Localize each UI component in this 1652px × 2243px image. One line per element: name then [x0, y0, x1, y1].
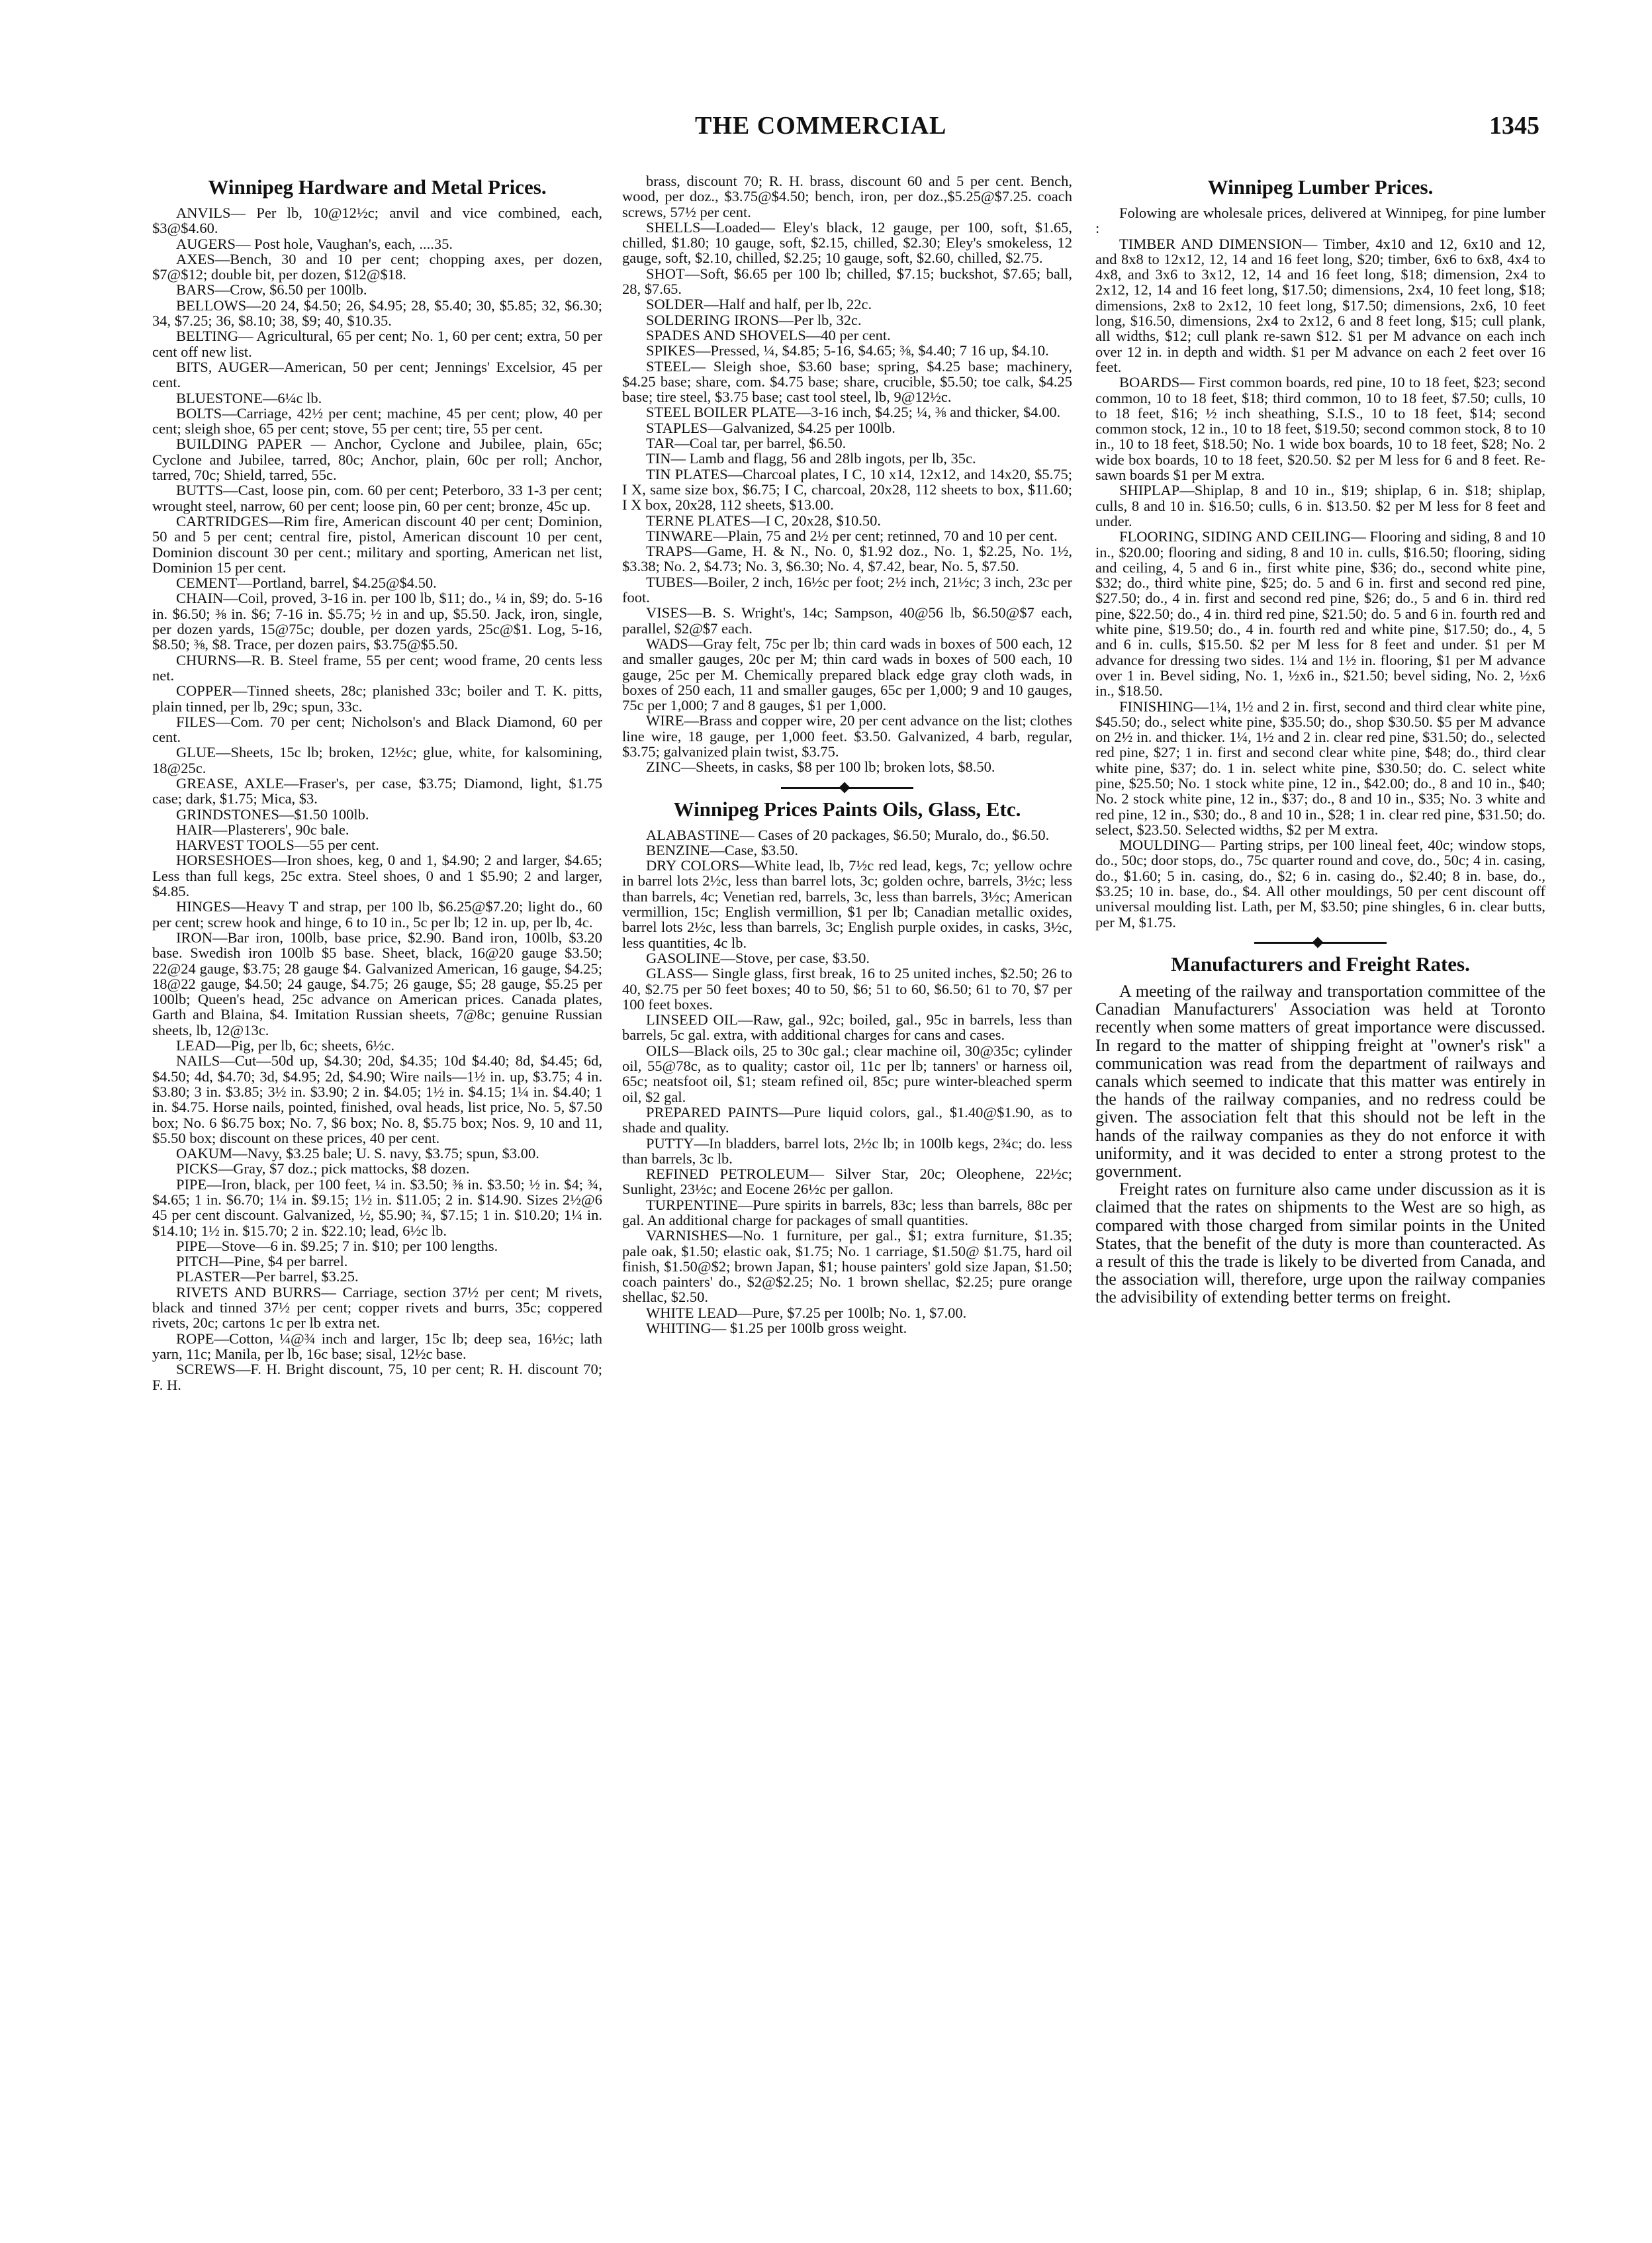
price-entry: WADS—Gray felt, 75c per lb; thin card wads in boxes of 500 each, 12 and smaller gauges, 20c per M; thin card wads in boxes of 500 each, 10 gauge, 25c per M. Chemically prepared black edge gray cloth wads, in boxes of 250 each, 11 and smaller gauges, 65c per 1,000; 9 and 10 gauges, 75c per 1,000; 7 and 8 gauges, $1 per 1,000. — [622, 635, 1072, 714]
price-entry: AUGERS— Post hole, Vaughan's, each, ....35. — [176, 235, 453, 252]
price-entry: BARS—Crow, $6.50 per 100lb. — [176, 281, 367, 298]
price-entry: AXES—Bench, 30 and 10 per cent; chopping axes, per dozen, $7@$12; double bit, per dozen, $12@$18. — [152, 250, 602, 283]
price-entry: HARVEST TOOLS—55 per cent. — [176, 837, 379, 854]
price-entry: GLASS— Single glass, first break, 16 to 25 united inches, $2.50; 26 to 40, $2.75 per 50 feet boxes; 40 to 50, $6; 51 to 60, $6.50; 61 to 70, $7 per 100 feet boxes. — [622, 965, 1072, 1013]
price-entry: HORSESHOES—Iron shoes, keg, 0 and 1, $4.90; 2 and larger, $4.65; Less than full kegs, 25c extra. Steel shoes, 0 and 1 $5.90; 2 and larger, $4.85. — [152, 852, 602, 900]
paints-price-list — [622, 827, 1072, 1336]
price-entry: BOARDS— First common boards, red pine, 10 to 18 feet, $23; second common, 10 to 18 feet, $18; third common, 10 to 18 feet, $7.50; culls, 10 to 18 feet, $16; ½ inch sheathing, S.I.S., 10 to 18 feet, $14; second common stock, 12 in., 10 to 18 feet, $19.50; second common stock, 8 to 10 in., 10 to 18 feet, $18.50; No. 1 wide box boards, 10 to 18 feet, $28; No. 2 wide box boards, 10 to 18 feet, $20.50. $2 per M less for 6 and 8 feet. Re-sawn boards $1 per M extra. — [1095, 374, 1545, 484]
price-entry: ROPE—Cotton, ¼@¾ inch and larger, 15c lb; deep sea, 16½c; lath yarn, 11c; Manila, per lb, 16c base; sisal, 12½c base. — [152, 1330, 602, 1362]
price-entry: brass, discount 70; R. H. brass, discount 60 and 5 per cent. Bench, wood, per doz., $3.75@$4.50; bench, iron, per doz.,$5.25@$7.25. coach screws, 57½ per cent. — [622, 173, 1072, 220]
price-entry: FLOORING, SIDING AND CEILING— Flooring and siding, 8 and 10 in., $20.00; flooring and siding, 8 and 10 in. culls, $16.50; flooring, siding and ceiling, 4, 5 and 6 in., first white pine, $36; do., second white pine, $32; do., third white pine, $25; do. 5 and 6 in. first and second red pine, $27.50; do., 4 in. first and second red pine, $26; do., 5 and 6 in. third red pine, $22.50; do., 4 in. third red pine, $21.50; do. 5 and 6 in. fourth red and white pine, $19.50; do., 4 in. fourth red and white pine, $17.50; do., 4, 5 and 6 in. culls, $15.50. $2 per M less for 8 feet and under. $1 per M advance for dressing two sides. 1¼ and 1½ in. flooring, $1 per M advance over 1 in. Bevel siding, No. 1, ½x6 in., $21.50; bevel siding, No. 2, ½x6 in., $18.50. — [1095, 528, 1545, 700]
section-divider — [1254, 942, 1387, 944]
article-paragraph: Freight rates on furniture also came under discussion as it is claimed that the rates on shipments to the West are so high, as compared with those charged from similar points in the United States, that the benefit of the duty is more than counteracted. As a result of this the trade is likely to be diverted from Canada, and the association will, therefore, urge upon the railway companies the advisibility of extending better terms on freight. — [1095, 1179, 1545, 1307]
price-entry: SHOT—Soft, $6.65 per 100 lb; chilled, $7.15; buckshot, $7.65; ball, 28, $7.65. — [622, 265, 1072, 298]
hardware-heading: Winnipeg Hardware and Metal Prices. — [208, 175, 547, 199]
hardware-price-list — [152, 205, 602, 1393]
price-entry: PIPE—Iron, black, per 100 feet, ¼ in. $3.50; ⅜ in. $3.50; ½ in. $4; ¾, $4.65; 1 in. $6.70; 1¼ in. $9.15; 1½ in. $11.05; 2 in. $14.90. Sizes 2½@6 45 per cent discount. Galvanized, ½, $5.90; ¾, $7.15; 1 in. $10.20; 1¼ in. $14.10; 1½ in. $15.70; 2 in. $22.10; lead, 6½c lb. — [152, 1175, 602, 1239]
price-entry: PREPARED PAINTS—Pure liquid colors, gal., $1.40@$1.90, as to shade and quality. — [622, 1103, 1072, 1136]
price-entry: SHIPLAP—Shiplap, 8 and 10 in., $19; shiplap, 6 in. $18; shiplap, culls, 8 and 10 in. $16.50; culls, 6 in. $13.50. $2 per M less for 8 feet and under. — [1095, 482, 1545, 529]
price-entry: TRAPS—Game, H. & N., No. 0, $1.92 doz., No. 1, $2.25, No. 1½, $3.38; No. 2, $4.73; No. 3, $6.30; No. 4, $7.42, bear, No. 5, $7.50. — [622, 543, 1072, 575]
hardware-price-list-continued — [622, 173, 1072, 775]
price-entry: SPADES AND SHOVELS—40 per cent. — [646, 326, 891, 343]
price-entry: CEMENT—Portland, barrel, $4.25@$4.50. — [176, 574, 437, 592]
price-entry: TIN PLATES—Charcoal plates, I C, 10 x14, 12x12, and 14x20, $5.75; I X, same size box, $6.75; I C, charcoal, 20x28, 112 sheets to box, $11.60; I X box, 20x28, 112 sheets, $13.00. — [622, 465, 1072, 514]
price-entry: VARNISHES—No. 1 furniture, per gal., $1; extra furniture, $1.35; pale oak, $1.50; elastic oak, $1.75; No. 1 carriage, $1.50@ $1.75, hard oil finish, $1.50@$2; brown Japan, $1; house painters' gold size Japan, $1.50; coach painters' do., $2@$2.25; No. 1 brown shellac, $2.25; pure orange shellac, $2.50. — [622, 1227, 1072, 1306]
price-entry: SCREWS—F. H. Bright discount, 75, 10 per cent; R. H. discount 70; F. H. — [152, 1361, 602, 1393]
price-entry: TAR—Coal tar, per barrel, $6.50. — [646, 435, 847, 452]
price-entry: LINSEED OIL—Raw, gal., 92c; boiled, gal., 95c in barrels, less than barrels, 5c gal. extra, with additional charges for cans and cases. — [622, 1011, 1072, 1044]
article-body — [1095, 982, 1545, 1306]
price-entry: WHITE LEAD—Pure, $7.25 per 100lb; No. 1, $7.00. — [646, 1304, 967, 1321]
lumber-intro: Folowing are wholesale prices, delivered at Winnipeg, for pine lumber : — [1095, 205, 1545, 237]
price-entry: OAKUM—Navy, $3.25 bale; U. S. navy, $3.75; spun, $3.00. — [176, 1145, 539, 1162]
column-right — [1095, 173, 1545, 1306]
price-entry: CARTRIDGES—Rim fire, American discount 40 per cent; Dominion, 50 and 5 per cent; central fire, pistol, American discount 10 per cent, Dominion discount 30 per cent.; military and sporting, American net list, Dominion 15 per cent. — [152, 512, 602, 576]
price-entry: LEAD—Pig, per lb, 6c; sheets, 6½c. — [176, 1037, 394, 1054]
column-left — [152, 173, 602, 1393]
price-entry: FILES—Com. 70 per cent; Nicholson's and Black Diamond, 60 per cent. — [152, 713, 602, 746]
price-entry: STEEL BOILER PLATE—3-16 inch, $4.25; ¼, ⅜ and thicker, $4.00. — [646, 404, 1061, 421]
price-entry: TURPENTINE—Pure spirits in barrels, 83c; less than barrels, 88c per gal. An additional charge for packages of small quantities. — [622, 1196, 1072, 1228]
price-entry: STAPLES—Galvanized, $4.25 per 100lb. — [646, 419, 895, 436]
price-entry: TIMBER AND DIMENSION— Timber, 4x10 and 12, 6x10 and 12, and 8x8 to 12x12, 12, 14 and 16 feet long, $20; timber, 6x6 to 6x8, 4x4 to 4x8, and 3x6 to 3x12, 12, 14 and 16 feet long, $18; dimension, 2x4 to 2x12, 12, 14 and 16 feet long, $17.50; dimensions, 2x4, 10 feet long, $18; dimensions, 2x8 to 2x12, 10 feet long, $17.50; dimensions, 2x6, 10 feet long, $16.50, dimensions, 2x4 to 2x12, 6 and 8 feet long, $15; cull plank, all widths, $12; cull plank re-sawn $12. $1 per M advance on each inch over 12 in. in depth and width. $1 per M advance on each 2 feet over 16 feet. — [1095, 235, 1545, 375]
price-entry: BELTING— Agricultural, 65 per cent; No. 1, 60 per cent; extra, 50 per cent off new list. — [152, 328, 602, 360]
price-entry: PITCH—Pine, $4 per barrel. — [176, 1253, 348, 1270]
price-entry: PIPE—Stove—6 in. $9.25; 7 in. $10; per 100 lengths. — [176, 1237, 498, 1254]
price-entry: TERNE PLATES—I C, 20x28, $10.50. — [646, 512, 882, 529]
article-paragraph: A meeting of the railway and transportation committee of the Canadian Manufacturers' Association was held at Toronto recently when some matters of great importance were discussed. In regard to the matter of shipping freight at "owner's risk" a communication was read from the department of railways and canals which seemed to indicate that this matter was entirely in the hands of the railway companies, and no redress could be given. The association felt that this should not be left in the hands of the railway companies as they do not enforce it with uniformity, and it was decided to enter a strong protest to the government. — [1095, 981, 1545, 1181]
page-number: 1345 — [1489, 112, 1539, 140]
price-entry: HAIR—Plasterers', 90c bale. — [176, 821, 349, 838]
column-middle — [622, 173, 1072, 1336]
price-entry: TUBES—Boiler, 2 inch, 16½c per foot; 2½ inch, 21½c; 3 inch, 23c per foot. — [622, 573, 1072, 606]
price-entry: TINWARE—Plain, 75 and 2½ per cent; retinned, 70 and 10 per cent. — [646, 527, 1058, 544]
price-entry: VISES—B. S. Wright's, 14c; Sampson, 40@56 lb, $6.50@$7 each, parallel, $2@$7 each. — [622, 604, 1072, 637]
price-entry: BENZINE—Case, $3.50. — [646, 841, 798, 858]
price-entry: OILS—Black oils, 25 to 30c gal.; clear machine oil, 30@35c; cylinder oil, 55@78c, as to quality; castor oil, 11c per lb; tanners' or harness oil, 65c; neatsfoot oil, $1; steam refined oil, 85c; pure winter-bleached sperm oil, $2 gal. — [622, 1042, 1072, 1105]
price-entry: ZINC—Sheets, in casks, $8 per 100 lb; broken lots, $8.50. — [646, 758, 995, 776]
price-entry: PICKS—Gray, $7 doz.; pick mattocks, $8 dozen. — [176, 1160, 470, 1177]
price-entry: BITS, AUGER—American, 50 per cent; Jennings' Excelsior, 45 per cent. — [152, 358, 602, 391]
price-entry: SOLDER—Half and half, per lb, 22c. — [646, 296, 872, 313]
lumber-heading: Winnipeg Lumber Prices. — [1207, 175, 1434, 199]
price-entry: BOLTS—Carriage, 42½ per cent; machine, 45 per cent; plow, 40 per cent; sleigh shoe, 65 per cent; stove, 55 per cent; tire, 55 per cent. — [152, 404, 602, 437]
price-entry: IRON—Bar iron, 100lb, base price, $2.90. Band iron, 100lb, $3.20 base. Swedish iron 100lb $5 base. Sheet, black, 16@20 gauge $3.50; 22@24 gauge, $3.75; 28 gauge $4. Galvanized American, 16 gauge, $4.25; 18@22 gauge, $4.50; 24 gauge, $4.75; 26 gauge, $5; 28 gauge, $5.25 per 100lb; Queen's head, 25c advance on American prices. Canada plates, Garth and Blaina, $4. Imitation Russian sheets, 7@8c; genuine Russian sheets, lb, 12@13c. — [152, 929, 602, 1038]
price-entry: TIN— Lamb and flagg, 56 and 28lb ingots, per lb, 35c. — [646, 450, 976, 467]
price-entry: BUTTS—Cast, loose pin, com. 60 per cent; Peterboro, 33 1-3 per cent; wrought steel, narrow, 60 per cent; loose pin, 60 per cent; bronze, 45c up. — [152, 482, 602, 514]
price-entry: SPIKES—Pressed, ¼, $4.85; 5-16, $4.65; ⅜, $4.40; 7 16 up, $4.10. — [646, 342, 1049, 359]
article-heading: Manufacturers and Freight Rates. — [1171, 952, 1470, 976]
price-entry: STEEL— Sleigh shoe, $3.60 base; spring, $4.25 base; machinery, $4.25 base; share, com. $4.75 base; share, crucible, $5.50; toe calk, $4.25 base; tire steel, $3.75 base; cast tool steel, lb, 9@12½c. — [622, 357, 1072, 406]
price-entry: GLUE—Sheets, 15c lb; broken, 12½c; glue, white, for kalsomining, 18@25c. — [152, 744, 602, 776]
price-entry: SHELLS—Loaded— Eley's black, 12 gauge, per 100, soft, $1.65, chilled, $1.80; 10 gauge, soft, $2.15, chilled, $2.30; Eley's smokeless, 12 gauge, soft, $2.10, chilled, $2.25; 10 gauge, soft, $2.60, chilled, $2.75. — [622, 218, 1072, 267]
price-entry: GREASE, AXLE—Fraser's, per case, $3.75; Diamond, light, $1.75 case; dark, $1.75; Mica, $3. — [152, 774, 602, 807]
price-entry: FINISHING—1¼, 1½ and 2 in. first, second and third clear white pine, $45.50; do., select white pine, $35.50; do., shop $30.50. $5 per M advance on 2½ in. and thicker. 1¼, 1½ and 2 in. clear red pine, $31.50; do., selected red pine, $27; 1 in. first and second clear white pine, $48; do., third clear white pine, $37; do. 1 in. select white pine, $30.50; do. C. select white pine, $25.50; No. 1 stock white pine, 12 in., $42.00; do., 8 and 10 in., $40; No. 2 stock white pine, 12 in., $37; do., 8 and 10 in., $35; No. 3 white and red pine, 12 in., $30; do., 8 and 10 in., $28; 1 in. clear red pine, $31.50; do. select, $23.50. Selected widths, $2 per M extra. — [1095, 698, 1545, 838]
paints-heading: Winnipeg Prices Paints Oils, Glass, Etc. — [673, 797, 1021, 821]
price-entry: REFINED PETROLEUM— Silver Star, 20c; Oleophene, 22½c; Sunlight, 23½c; and Eocene 26½c per gallon. — [622, 1166, 1072, 1198]
price-entry: NAILS—Cut—50d up, $4.30; 20d, $4.35; 10d $4.40; 8d, $4.45; 6d, $4.50; 4d, $4.70; 3d, $4.95; 2d, $4.90; Wire nails—1½ in. up, $3.75; 4 in. $3.80; 3 in. $3.85; 3½ in. $3.90; 2 in. $4.05; 1½ in. $4.15; 1¼ in. $4.40; 1 in. $4.75. Horse nails, pointed, finished, oval heads, list price, No. 5, $7.50 box; No. 6 $6.75 box; No. 7, $6 box; No. 8, $5.75 box; Nos. 9, 10 and 11, $5.50 box; discount on these prices, 40 per cent. — [152, 1052, 602, 1146]
price-entry: PLASTER—Per barrel, $3.25. — [176, 1268, 359, 1285]
price-entry: GRINDSTONES—$1.50 100lb. — [176, 805, 369, 823]
price-entry: ALABASTINE— Cases of 20 packages, $6.50; Muralo, do., $6.50. — [646, 826, 1050, 843]
price-entry: CHAIN—Coil, proved, 3-16 in. per 100 lb, $11; do., ¼ in, $9; do. 5-16 in. $6.50; ⅜ in. $6; 7-16 in. $5.75; ½ in and up, $5.50. Jack, iron, single, per dozen yards, 15@75c; double, per dozen yards, 25c@$1. Log, 5-16, $8.50; ⅜, $8. Trace, per dozen pairs, $3.75@$5.50. — [152, 590, 602, 653]
price-entry: WHITING— $1.25 per 100lb gross weight. — [646, 1320, 907, 1337]
price-entry: WIRE—Brass and copper wire, 20 per cent advance on the list; clothes line wire, 18 gauge, per 1,000 feet. $3.50. Galvanized, 4 barb, regular, $3.75; galvanized plain twist, $3.75. — [622, 712, 1072, 760]
price-entry: GASOLINE—Stove, per case, $3.50. — [646, 949, 870, 966]
price-entry: COPPER—Tinned sheets, 28c; planished 33c; boiler and T. K. pitts, plain tinned, per lb, 29c; spun, 33c. — [152, 682, 602, 715]
price-entry: SOLDERING IRONS—Per lb, 32c. — [646, 311, 862, 328]
price-entry: HINGES—Heavy T and strap, per 100 lb, $6.25@$7.20; light do., 60 per cent; screw hook and hinge, 6 to 10 in., 5c per lb; 12 in. up, per lb, 4c. — [152, 898, 602, 931]
page-title: THE COMMERCIAL — [695, 112, 947, 140]
price-entry: ANVILS— Per lb, 10@12½c; anvil and vice combined, each, $3@$4.60. — [152, 205, 602, 237]
price-entry: BUILDING PAPER — Anchor, Cyclone and Jubilee, plain, 65c; Cyclone and Jubilee, tarred, 80c; Anchor, plain, 60c per roll; Anchor, tarred, 70c; Shield, tarred, 55c. — [152, 435, 602, 484]
price-entry: BELLOWS—20 24, $4.50; 26, $4.95; 28, $5.40; 30, $5.85; 32, $6.30; 34, $7.25; 36, $8.10; 38, $9; 40, $10.35. — [152, 297, 602, 330]
price-entry: RIVETS AND BURRS— Carriage, section 37½ per cent; M rivets, black and tinned 37½ per cent; copper rivets and burrs, 35c; coppered rivets, 20c; cartons 1c per lb extra net. — [152, 1283, 602, 1332]
price-entry: CHURNS—R. B. Steel frame, 55 per cent; wood frame, 20 cents less net. — [152, 651, 602, 684]
price-entry: PUTTY—In bladders, barrel lots, 2½c lb; in 100lb kegs, 2¾c; do. less than barrels, 3c lb. — [622, 1134, 1072, 1167]
section-divider — [781, 787, 913, 789]
price-entry: MOULDING— Parting strips, per 100 lineal feet, 40c; window stops, do., 50c; door stops, do., 75c quarter round and cove, do., 50c; 4 in. casing, do., $1.60; 5 in. casing, do., $2; 6 in. casing do., $2.40; 8 in. base, do., $3.25; 10 in. base, do., $4. All other mouldings, 50 per cent discount off universal moulding list. Lath, per M, $3.50; pine shingles, 6 in. clear butts, per M, $1.75. — [1095, 837, 1545, 931]
lumber-price-list — [1095, 236, 1545, 930]
price-entry: BLUESTONE—6¼c lb. — [176, 389, 322, 406]
page-header — [0, 111, 1652, 158]
price-entry: DRY COLORS—White lead, lb, 7½c red lead, kegs, 7c; yellow ochre in barrel lots 2½c, less than barrel lots, 3c; golden ochre, barrels, 3½c; less than barrels, 4c; Venetian red, barrels, 3c, less than barrels, 3½c; American vermillion, 15c; English vermillion, $1 per lb; Canadian metallic oxides, barrel lots 2½c, less than barrels, 3c; English purple oxides, in casks, 3½c, less quantities, 4c lb. — [622, 857, 1072, 951]
